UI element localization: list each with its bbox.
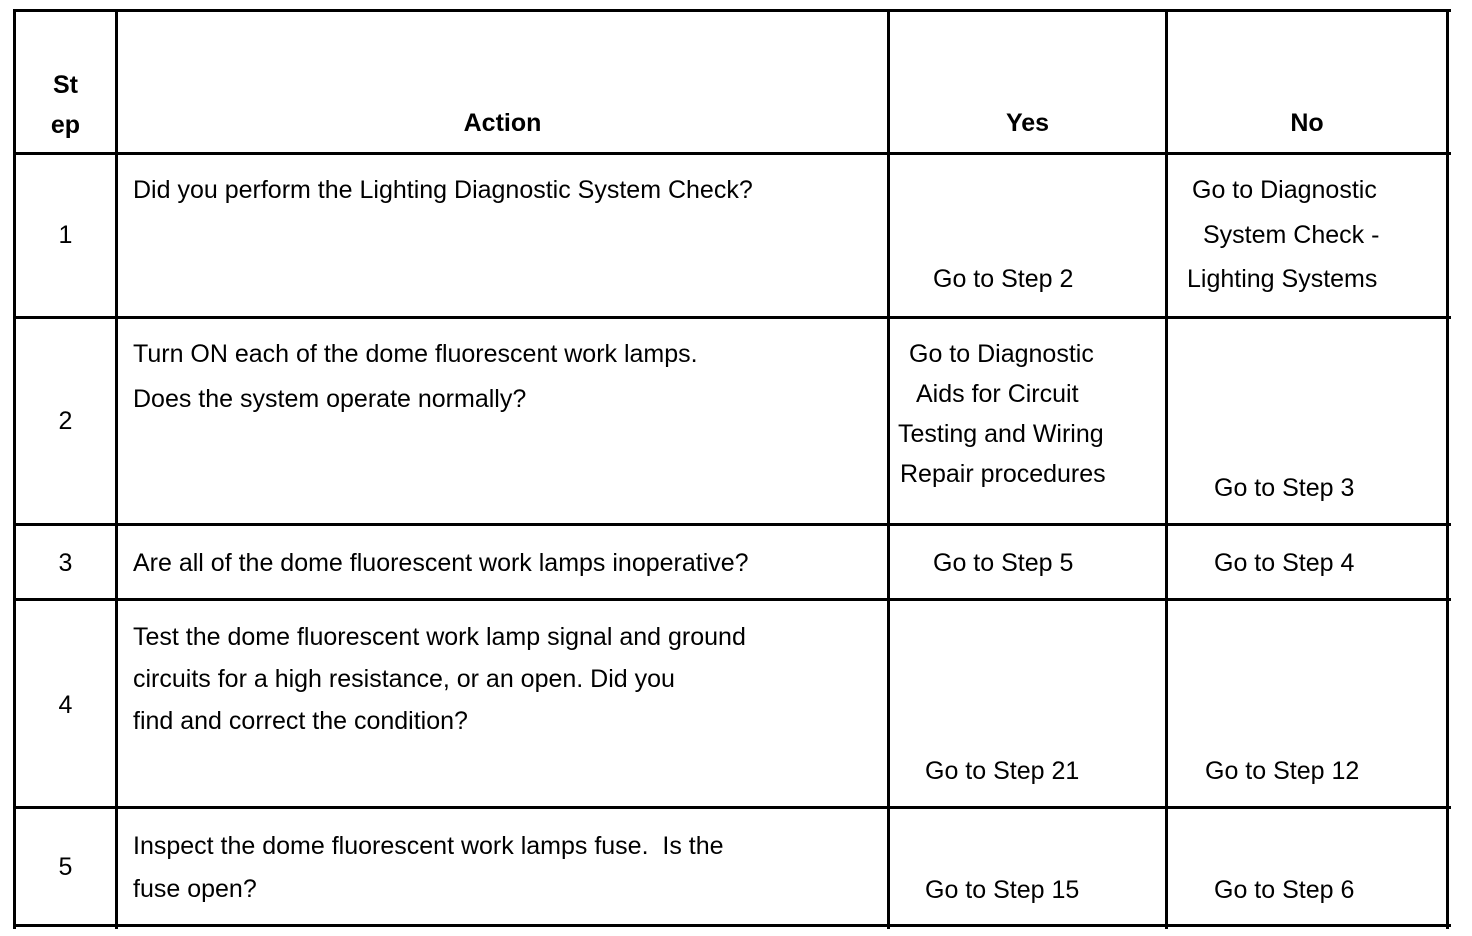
no-result-line: System Check - xyxy=(1203,220,1380,249)
yes-result: Go to Step 21 xyxy=(925,757,1080,785)
action-line: Test the dome fluorescent work lamp signal and ground xyxy=(133,623,746,651)
table-border-left xyxy=(13,9,16,929)
no-result: Go to Step 6 xyxy=(1214,876,1355,904)
yes-result-line: Aids for Circuit xyxy=(916,380,1079,408)
action-line: Turn ON each of the dome fluorescent work lamps. xyxy=(133,340,698,368)
header-divider xyxy=(13,152,1451,155)
row-divider xyxy=(13,598,1451,601)
action-text xyxy=(133,332,698,422)
action-line: fuse open? xyxy=(133,875,257,903)
table-border-top xyxy=(13,9,1451,12)
table-border-right xyxy=(1446,9,1449,929)
no-result: Go to Step 3 xyxy=(1214,474,1355,502)
header-step xyxy=(16,65,115,145)
action-text xyxy=(133,616,746,742)
header-yes: Yes xyxy=(1005,109,1050,137)
step-number: 4 xyxy=(58,691,73,719)
action-text: Are all of the dome fluorescent work lamps inoperative? xyxy=(133,549,749,577)
action-line: circuits for a high resistance, or an open. Did you xyxy=(133,665,675,693)
step-number: 5 xyxy=(58,853,73,881)
no-result-line: Go to Diagnostic xyxy=(1192,176,1377,204)
yes-result: Go to Step 15 xyxy=(925,876,1080,904)
header-step-line: ep xyxy=(50,111,81,139)
yes-result-line: Testing and Wiring xyxy=(898,420,1104,448)
row-divider xyxy=(13,523,1451,526)
row-divider xyxy=(13,316,1451,319)
yes-result: Go to Step 5 xyxy=(933,549,1074,577)
no-result: Go to Step 4 xyxy=(1214,549,1355,577)
column-divider xyxy=(115,9,118,929)
no-result-line: Lighting Systems xyxy=(1187,265,1378,293)
action-line: find and correct the condition? xyxy=(133,707,468,735)
step-number: 2 xyxy=(58,407,73,435)
row-divider xyxy=(13,806,1451,809)
step-number: 1 xyxy=(58,221,73,249)
action-line: Does the system operate normally? xyxy=(133,385,527,413)
no-result: Go to Step 12 xyxy=(1205,757,1360,785)
action-text xyxy=(133,825,724,911)
header-action: Action xyxy=(463,109,542,137)
column-divider xyxy=(887,9,890,929)
action-line: Inspect the dome fluorescent work lamps fuse. Is the xyxy=(133,832,724,860)
step-number: 3 xyxy=(58,549,73,577)
column-divider xyxy=(1165,9,1168,929)
action-text: Did you perform the Lighting Diagnostic System Check? xyxy=(133,176,753,204)
yes-result: Go to Step 2 xyxy=(933,265,1074,293)
yes-result xyxy=(898,334,1106,494)
yes-result-line: Go to Diagnostic xyxy=(909,340,1094,368)
header-step-line: St xyxy=(53,71,78,99)
no-result xyxy=(1187,168,1379,302)
table-border-bottom xyxy=(13,924,1451,927)
yes-result-line: Repair procedures xyxy=(900,460,1106,488)
diagnostic-table xyxy=(13,9,1451,929)
header-no: No xyxy=(1290,109,1324,137)
